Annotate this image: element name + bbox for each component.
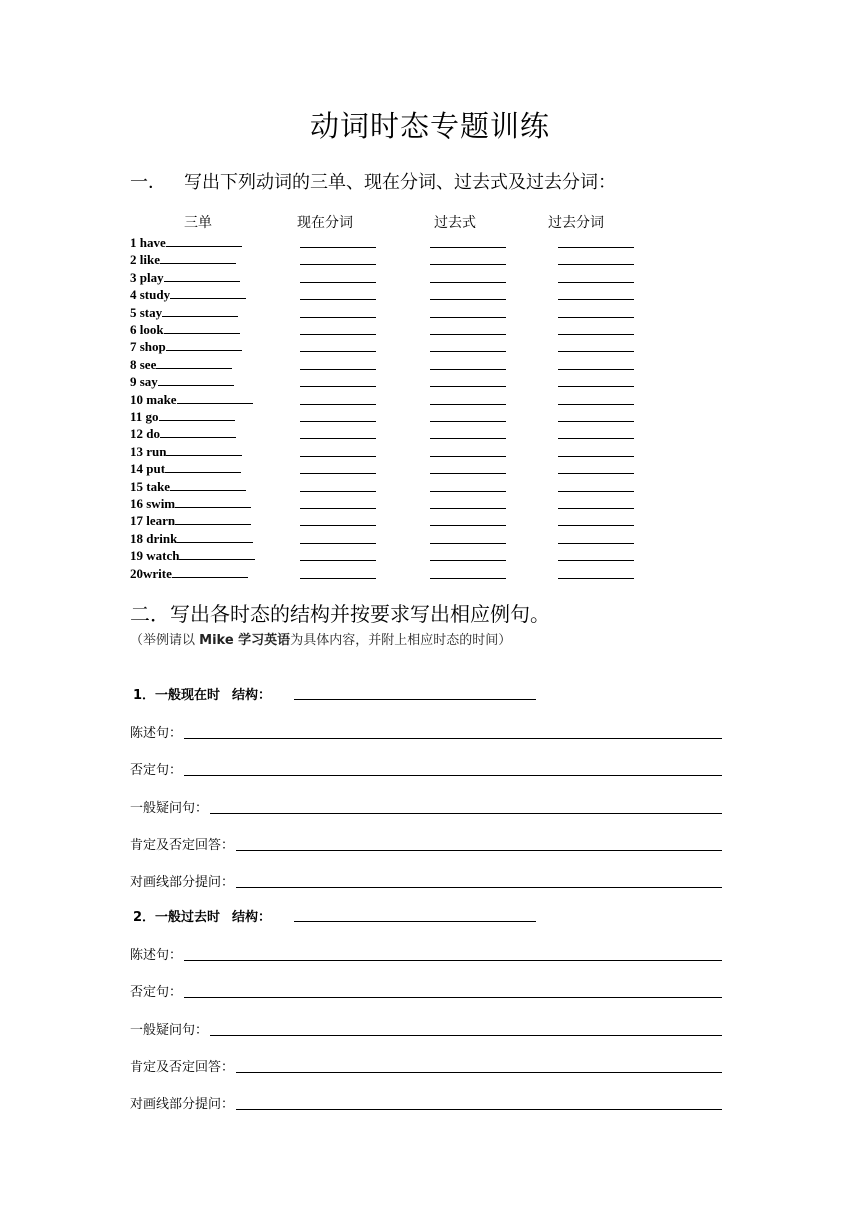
- verb-label: 11 go: [130, 409, 159, 424]
- verb-label: 1 have: [130, 235, 166, 250]
- verb-label: 3 play: [130, 269, 164, 285]
- verb-item: [130, 321, 240, 338]
- verb-row: [0, 234, 860, 252]
- present-participle-blank[interactable]: [300, 264, 376, 265]
- present-participle-blank[interactable]: [300, 317, 376, 318]
- past-participle-blank[interactable]: [558, 247, 634, 248]
- third-person-blank[interactable]: [160, 425, 236, 438]
- verb-item: [130, 478, 246, 495]
- verb-item: [130, 286, 246, 303]
- verb-item: [130, 443, 242, 460]
- third-person-blank[interactable]: [166, 234, 242, 247]
- answer-blank[interactable]: [210, 813, 722, 814]
- tense-name: 1．一般现在时: [133, 688, 221, 703]
- present-participle-blank[interactable]: [300, 404, 376, 405]
- past-participle-blank[interactable]: [558, 351, 634, 352]
- verb-row: [0, 269, 860, 287]
- past-tense-blank[interactable]: [430, 386, 506, 387]
- verb-item: [130, 460, 241, 477]
- verb-label: 4 study: [130, 287, 171, 303]
- section1-number: 一．: [130, 172, 166, 193]
- present-participle-blank[interactable]: [300, 351, 376, 352]
- past-tense-blank[interactable]: [430, 369, 506, 370]
- sentence-row: [130, 871, 722, 893]
- answer-blank[interactable]: [236, 887, 722, 888]
- verb-label: 7 shop: [130, 339, 166, 355]
- present-participle-blank[interactable]: [300, 491, 376, 492]
- past-tense-blank[interactable]: [430, 299, 506, 300]
- page-title: 动词时态专题训练: [309, 109, 550, 143]
- verb-row: [0, 304, 860, 322]
- present-participle-blank[interactable]: [300, 334, 376, 335]
- verb-label: 10 make: [130, 391, 177, 407]
- column-header-past-participle: 过去分词: [548, 215, 604, 231]
- present-participle-blank[interactable]: [300, 578, 376, 579]
- present-participle-blank[interactable]: [300, 525, 376, 526]
- present-participle-blank[interactable]: [300, 369, 376, 370]
- verb-row: [0, 547, 860, 565]
- verb-row: [0, 251, 860, 269]
- past-participle-blank[interactable]: [558, 282, 634, 283]
- tense-name: 2．一般过去时: [133, 910, 221, 925]
- past-tense-blank[interactable]: [430, 247, 506, 248]
- answer-blank[interactable]: [236, 850, 722, 851]
- answer-blank[interactable]: [184, 775, 722, 776]
- verb-label: 18 drink: [130, 530, 178, 546]
- verb-row: [0, 356, 860, 374]
- past-participle-blank[interactable]: [558, 560, 634, 561]
- present-participle-blank[interactable]: [300, 299, 376, 300]
- verb-label: 17 learn: [130, 513, 176, 529]
- verb-row: [0, 460, 860, 478]
- third-person-blank[interactable]: [164, 269, 240, 282]
- verb-row: [0, 286, 860, 304]
- sentence-prompt: 肯定及否定回答：: [130, 1056, 236, 1075]
- structure-label: 结构：: [232, 910, 272, 925]
- column-header-past-tense: 过去式: [434, 215, 476, 231]
- third-person-blank[interactable]: [164, 321, 240, 334]
- verb-item: [130, 425, 236, 442]
- answer-blank[interactable]: [184, 738, 722, 739]
- past-tense-blank[interactable]: [430, 351, 506, 352]
- past-tense-blank[interactable]: [430, 421, 506, 422]
- section1-heading: [130, 168, 616, 194]
- past-tense-blank[interactable]: [430, 282, 506, 283]
- past-tense-blank[interactable]: [430, 473, 506, 474]
- sentence-row: [130, 722, 722, 744]
- verb-row: [0, 408, 860, 426]
- verb-row: [0, 495, 860, 513]
- verb-row: [0, 373, 860, 391]
- past-participle-blank[interactable]: [558, 264, 634, 265]
- answer-blank[interactable]: [210, 1035, 722, 1036]
- past-tense-blank[interactable]: [430, 543, 506, 544]
- section1-instruction: 写出下列动词的三单、现在分词、过去式及过去分词：: [184, 172, 616, 193]
- present-participle-blank[interactable]: [300, 456, 376, 457]
- sentence-row: [130, 944, 722, 966]
- past-tense-blank[interactable]: [430, 578, 506, 579]
- verb-row: [0, 530, 860, 548]
- verb-item: [130, 512, 251, 529]
- verb-label: 9 say: [130, 374, 158, 390]
- verb-row: [0, 565, 860, 583]
- section2-note: [130, 629, 511, 648]
- verb-label: 13 run: [130, 443, 167, 459]
- verb-item: [130, 304, 238, 321]
- past-participle-blank[interactable]: [558, 404, 634, 405]
- verb-label: 15 take: [130, 478, 171, 494]
- sentence-prompt: 肯定及否定回答：: [130, 834, 236, 853]
- verb-item: [130, 408, 235, 425]
- sentence-row: [130, 797, 722, 819]
- verb-label: 2 like: [130, 252, 160, 268]
- sentence-prompt: 一般疑问句：: [130, 1019, 210, 1038]
- third-person-blank[interactable]: [165, 460, 241, 473]
- present-participle-blank[interactable]: [300, 386, 376, 387]
- past-participle-blank[interactable]: [558, 525, 634, 526]
- third-person-blank[interactable]: [166, 443, 242, 456]
- verb-row: [0, 443, 860, 461]
- column-header-third-person: 三单: [184, 215, 212, 231]
- verb-item: [130, 530, 253, 547]
- column-header-present-participle: 现在分词: [297, 215, 353, 231]
- sentence-row: [130, 981, 722, 1003]
- verb-label: 20write: [130, 565, 172, 581]
- third-person-blank[interactable]: [179, 547, 255, 560]
- past-participle-blank[interactable]: [558, 299, 634, 300]
- sentence-prompt: 否定句：: [130, 759, 184, 778]
- past-participle-blank[interactable]: [558, 369, 634, 370]
- sentence-prompt: 陈述句：: [130, 722, 184, 741]
- past-tense-blank[interactable]: [430, 525, 506, 526]
- verb-row: [0, 338, 860, 356]
- past-participle-blank[interactable]: [558, 473, 634, 474]
- present-participle-blank[interactable]: [300, 543, 376, 544]
- past-participle-blank[interactable]: [558, 317, 634, 318]
- third-person-blank[interactable]: [162, 304, 238, 317]
- third-person-blank[interactable]: [166, 338, 242, 351]
- past-participle-blank[interactable]: [558, 438, 634, 439]
- present-participle-blank[interactable]: [300, 421, 376, 422]
- verb-label: 5 stay: [130, 304, 163, 320]
- note-prefix: （举例请以: [130, 633, 200, 648]
- present-participle-blank[interactable]: [300, 473, 376, 474]
- present-participle-blank[interactable]: [300, 508, 376, 509]
- verb-item: [130, 269, 240, 286]
- third-person-blank[interactable]: [170, 286, 246, 299]
- note-suffix: 为具体内容，并附上相应时态的时间）: [290, 633, 512, 648]
- third-person-blank[interactable]: [156, 356, 232, 369]
- answer-blank[interactable]: [236, 1072, 722, 1073]
- sentence-prompt: 陈述句：: [130, 944, 184, 963]
- verb-item: [130, 495, 251, 512]
- past-tense-blank[interactable]: [430, 334, 506, 335]
- sentence-row: [130, 1093, 722, 1115]
- sentence-prompt: 一般疑问句：: [130, 797, 210, 816]
- past-tense-blank[interactable]: [430, 456, 506, 457]
- past-tense-blank[interactable]: [430, 560, 506, 561]
- sentence-prompt: 否定句：: [130, 981, 184, 1000]
- sentence-row: [130, 759, 722, 781]
- past-participle-blank[interactable]: [558, 508, 634, 509]
- tense-heading: [133, 906, 271, 925]
- verb-label: 12 do: [130, 426, 160, 442]
- present-participle-blank[interactable]: [300, 282, 376, 283]
- sentence-prompt: 对画线部分提问：: [130, 1093, 236, 1112]
- present-participle-blank[interactable]: [300, 247, 376, 248]
- past-participle-blank[interactable]: [558, 421, 634, 422]
- sentence-row: [130, 1019, 722, 1041]
- note-bold: Mike 学习英语: [199, 633, 291, 648]
- verb-item: [130, 338, 242, 355]
- third-person-blank[interactable]: [175, 512, 251, 525]
- structure-blank[interactable]: [294, 921, 536, 922]
- past-tense-blank[interactable]: [430, 438, 506, 439]
- past-tense-blank[interactable]: [430, 264, 506, 265]
- structure-blank[interactable]: [294, 699, 536, 700]
- verb-row: [0, 512, 860, 530]
- sentence-row: [130, 1056, 722, 1078]
- past-participle-blank[interactable]: [558, 543, 634, 544]
- verb-item: [130, 251, 236, 268]
- third-person-blank[interactable]: [175, 495, 251, 508]
- sentence-prompt: 对画线部分提问：: [130, 871, 236, 890]
- answer-blank[interactable]: [236, 1109, 722, 1110]
- section2-heading: 二．写出各时态的结构并按要求写出相应例句。: [130, 602, 550, 626]
- verb-item: [130, 547, 255, 564]
- present-participle-blank[interactable]: [300, 438, 376, 439]
- past-participle-blank[interactable]: [558, 578, 634, 579]
- verb-row: [0, 478, 860, 496]
- present-participle-blank[interactable]: [300, 560, 376, 561]
- answer-blank[interactable]: [184, 997, 722, 998]
- third-person-blank[interactable]: [170, 478, 246, 491]
- tense-heading: [133, 684, 271, 703]
- verb-row: [0, 321, 860, 339]
- verb-label: 19 watch: [130, 548, 180, 564]
- verb-row: [0, 425, 860, 443]
- answer-blank[interactable]: [184, 960, 722, 961]
- verb-label: 6 look: [130, 322, 164, 337]
- past-tense-blank[interactable]: [430, 404, 506, 405]
- third-person-blank[interactable]: [177, 530, 253, 543]
- verb-item: [130, 356, 232, 373]
- third-person-blank[interactable]: [159, 408, 235, 421]
- verb-label: 14 put: [130, 461, 166, 477]
- third-person-blank[interactable]: [160, 251, 236, 264]
- verb-item: [130, 565, 248, 582]
- sentence-row: [130, 834, 722, 856]
- past-participle-blank[interactable]: [558, 491, 634, 492]
- past-tense-blank[interactable]: [430, 491, 506, 492]
- structure-label: 结构：: [232, 688, 272, 703]
- verb-label: 8 see: [130, 356, 157, 372]
- verb-item: [130, 391, 253, 408]
- verb-item: [130, 234, 242, 251]
- third-person-blank[interactable]: [158, 373, 234, 386]
- verb-label: 16 swim: [130, 496, 176, 511]
- third-person-blank[interactable]: [177, 391, 253, 404]
- past-participle-blank[interactable]: [558, 456, 634, 457]
- past-tense-blank[interactable]: [430, 508, 506, 509]
- past-participle-blank[interactable]: [558, 334, 634, 335]
- verb-item: [130, 373, 234, 390]
- past-tense-blank[interactable]: [430, 317, 506, 318]
- third-person-blank[interactable]: [172, 565, 248, 578]
- past-participle-blank[interactable]: [558, 386, 634, 387]
- verb-row: [0, 391, 860, 409]
